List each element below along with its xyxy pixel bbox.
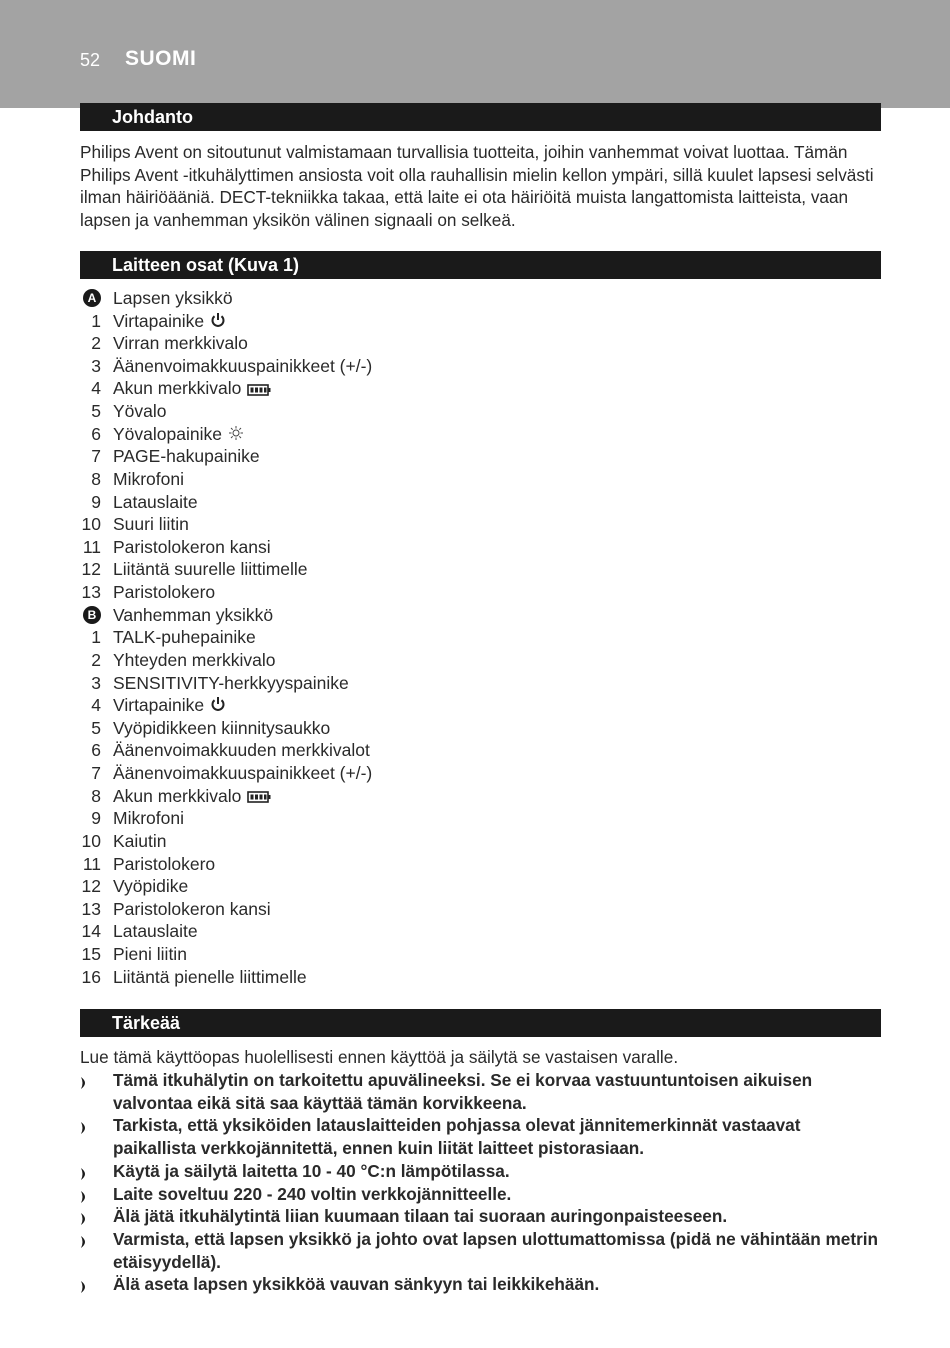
part-number: 7 <box>91 763 101 784</box>
part-number: 5 <box>91 717 101 738</box>
part-label-text: Virtapainike <box>113 695 205 716</box>
important-bullet-item <box>80 1228 885 1273</box>
group-badge: A <box>83 289 101 307</box>
part-label <box>113 785 271 809</box>
part-label-text: Kaiutin <box>113 830 167 851</box>
part-label-text: Yövalopainike <box>113 423 222 444</box>
part-label-text: Paristolokeron kansi <box>113 536 271 557</box>
part-number: 2 <box>91 649 101 670</box>
part-number: 1 <box>91 627 101 648</box>
sun-icon <box>228 424 244 447</box>
part-label <box>113 920 198 943</box>
group-badge: B <box>83 606 101 624</box>
part-label-text: Yhteyden merkkivalo <box>113 649 276 670</box>
bullet-text: Älä jätä itkuhälytintä liian kuumaan tilaan tai suoraan auringonpaisteeseen. <box>113 1206 728 1227</box>
part-number: 5 <box>91 401 101 422</box>
part-label-text: TALK-puhepainike <box>113 627 256 648</box>
section-heading-device-parts: Laitteen osat (Kuva 1) <box>80 251 881 279</box>
part-number: 13 <box>81 898 101 919</box>
bullet-text: Varmista, että lapsen yksikkö ja johto ovat lapsen ulottumattomissa (pidä ne vähintään metrin etäisyydellä). <box>113 1228 879 1272</box>
part-number: 10 <box>81 514 101 535</box>
power-icon <box>210 311 226 334</box>
part-label-text: Paristolokero <box>113 853 216 874</box>
part-number: 9 <box>91 491 101 512</box>
important-bullet-item <box>80 1205 885 1228</box>
part-number: 8 <box>91 785 101 806</box>
battery-icon <box>247 379 271 402</box>
part-number: 7 <box>91 446 101 467</box>
parts-group-label: Lapsen yksikkö <box>113 288 233 308</box>
part-number: 1 <box>91 310 101 331</box>
part-label <box>113 468 184 491</box>
bullet-text: Laite soveltuu 220 - 240 voltin verkkojännitteelle. <box>113 1183 512 1204</box>
part-number: 8 <box>91 468 101 489</box>
bullet-text: Tämä itkuhälytin on tarkoitettu apuvälineeksi. Se ei korvaa vastuuntuntoisen aikuisen valvontaa eikä sitä saa käyttää tämän korvikkeena. <box>113 1070 813 1113</box>
page-header-band <box>0 0 950 108</box>
part-label <box>113 377 271 401</box>
part-label <box>113 830 167 853</box>
bullet-triangle-icon <box>80 1232 92 1255</box>
bullet-text: Käytä ja säilytä laitetta 10 - 40 °C:n lämpötilassa. <box>113 1160 510 1181</box>
part-label-text: SENSITIVITY-herkkyyspainike <box>113 672 349 693</box>
part-number: 3 <box>91 672 101 693</box>
important-bullet-list <box>80 1069 885 1296</box>
part-label <box>113 943 187 966</box>
part-label-text: Paristolokero <box>113 582 216 603</box>
battery-icon <box>247 786 271 809</box>
part-label <box>113 513 189 536</box>
part-label-text: Äänenvoimakkuuspainikkeet (+/-) <box>113 355 373 376</box>
part-number: 10 <box>81 830 101 851</box>
part-label <box>113 491 198 514</box>
part-label <box>113 536 271 559</box>
part-number: 4 <box>91 378 101 399</box>
part-label-text: Paristolokeron kansi <box>113 898 271 919</box>
part-number: 12 <box>81 876 101 897</box>
part-number: 6 <box>91 423 101 444</box>
important-intro: Lue tämä käyttöopas huolellisesti ennen käyttöä ja säilytä se vastaisen varalle. <box>80 1047 679 1067</box>
part-label <box>113 739 370 762</box>
part-label <box>113 355 372 378</box>
part-label <box>113 626 256 649</box>
part-label-text: Virran merkkivalo <box>113 333 248 354</box>
part-number: 6 <box>91 740 101 761</box>
part-label <box>113 581 215 604</box>
part-label-text: Akun merkkivalo <box>113 378 242 399</box>
part-label-text: Äänenvoimakkuuspainikkeet (+/-) <box>113 763 373 784</box>
part-label-text: Akun merkkivalo <box>113 785 242 806</box>
bullet-triangle-icon <box>80 1277 92 1300</box>
important-bullet-item <box>80 1183 885 1206</box>
part-number: 3 <box>91 355 101 376</box>
part-label <box>113 332 248 355</box>
part-label-text: Vyöpidikkeen kiinnitysaukko <box>113 717 331 738</box>
part-label <box>113 445 260 468</box>
part-label-text: PAGE-hakupainike <box>113 446 260 467</box>
part-number: 13 <box>81 582 101 603</box>
section-heading-introduction: Johdanto <box>80 103 881 131</box>
part-label <box>113 672 349 695</box>
introduction-paragraph: Philips Avent on sitoutunut valmistamaan turvallisia tuotteita, joihin vanhemmat voivat luottaa. Tämän Philips Avent -itkuhälyttimen ansiosta voit olla rauhallisin mielin kellon ympäri, sillä kuulet lapsesi selvästi ilman häiriöääniä. DECT-tekniikka takaa, että laite ei ota häiriöitä muista langattomista laitteista, vaan lapsen ja vanhemman yksikön välinen signaali on selkeä. <box>80 142 874 231</box>
part-label-text: Liitäntä suurelle liittimelle <box>113 559 308 580</box>
part-label-text: Vyöpidike <box>113 876 189 897</box>
part-number: 15 <box>81 943 101 964</box>
power-icon <box>210 695 226 718</box>
parts-group-label: Vanhemman yksikkö <box>113 604 274 625</box>
part-label <box>113 875 188 898</box>
part-label-text: Suuri liitin <box>113 514 189 535</box>
part-label-text: Latauslaite <box>113 491 198 512</box>
part-label-text: Latauslaite <box>113 921 198 942</box>
part-number: 11 <box>82 853 101 874</box>
part-label <box>113 694 226 718</box>
bullet-text: Älä aseta lapsen yksikköä vauvan sänkyyn tai leikkikehään. <box>113 1274 600 1295</box>
part-number: 11 <box>82 536 101 557</box>
part-number: 9 <box>91 808 101 829</box>
part-label <box>113 807 184 830</box>
part-label <box>113 717 330 740</box>
part-label-text: Yövalo <box>113 401 167 422</box>
part-number: 12 <box>81 559 101 580</box>
part-number: 4 <box>91 695 101 716</box>
bullet-triangle-icon <box>80 1118 92 1141</box>
bullet-triangle-icon <box>80 1073 92 1096</box>
part-number: 14 <box>81 921 101 942</box>
page-number: 52 <box>80 50 101 70</box>
bullet-text: Tarkista, että yksiköiden latauslaitteiden pohjassa olevat jännitemerkinnät vastaavat paikallista verkkojännitettä, ennen kuin liität laitteet pistorasiaan. <box>113 1115 801 1159</box>
important-bullet-item <box>80 1069 885 1114</box>
part-label <box>113 853 215 876</box>
part-label <box>113 762 372 785</box>
part-label <box>113 400 167 423</box>
part-label-text: Äänenvoimakkuuden merkkivalot <box>113 740 370 761</box>
part-number: 16 <box>81 966 101 987</box>
part-label-text: Virtapainike <box>113 310 205 331</box>
part-label-text: Mikrofoni <box>113 808 184 829</box>
part-label <box>113 310 226 334</box>
important-bullet-item <box>80 1114 885 1159</box>
section-heading-important: Tärkeää <box>80 1009 881 1037</box>
part-label <box>113 966 307 989</box>
part-label-text: Liitäntä pienelle liittimelle <box>113 966 307 987</box>
part-label <box>113 558 308 581</box>
page-language-title: SUOMI <box>125 47 197 70</box>
part-label <box>113 649 275 672</box>
important-bullet-item <box>80 1160 885 1183</box>
part-label <box>113 423 244 447</box>
part-label-text: Pieni liitin <box>113 943 187 964</box>
part-number: 2 <box>91 333 101 354</box>
important-bullet-item <box>80 1273 885 1296</box>
part-label-text: Mikrofoni <box>113 468 184 489</box>
part-label <box>113 898 271 921</box>
